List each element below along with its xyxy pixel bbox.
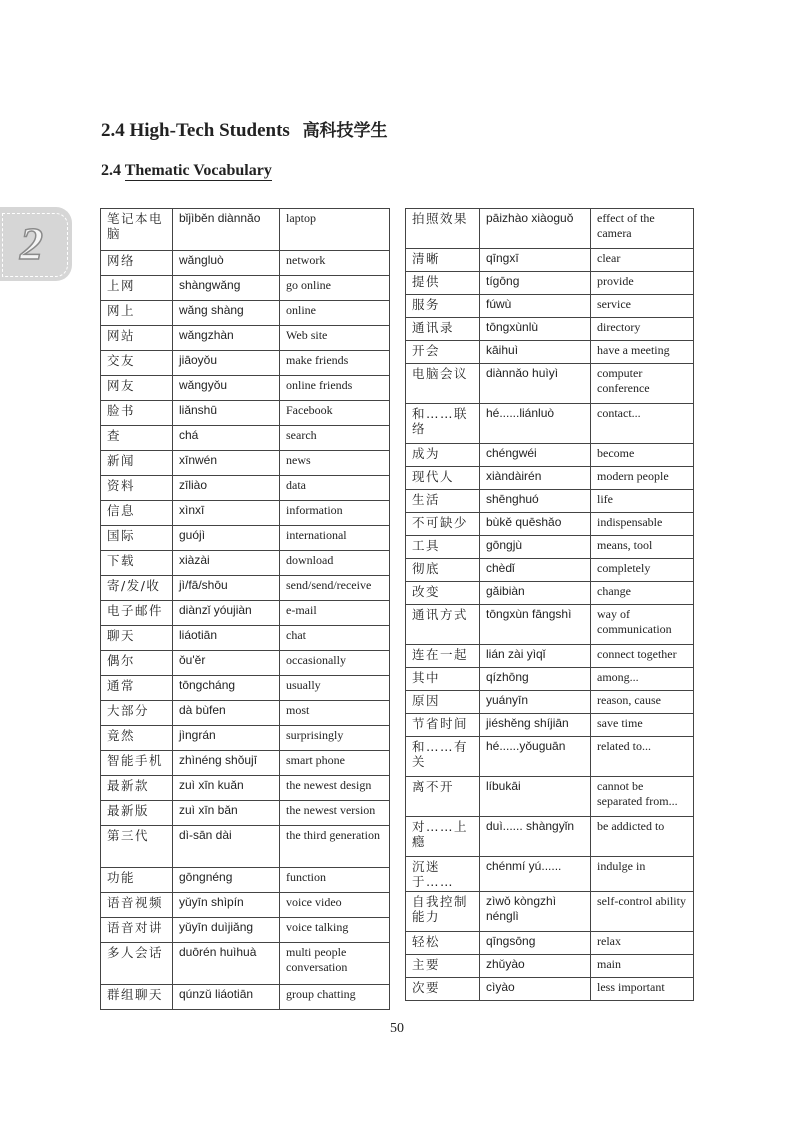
english-gloss: self-control ability — [591, 892, 694, 932]
vocab-row — [406, 444, 694, 467]
vocab-row — [406, 668, 694, 691]
pinyin: liáotiān — [173, 626, 280, 651]
pinyin: tōngxùn fāngshì — [480, 605, 591, 645]
english-gloss: e-mail — [280, 601, 390, 626]
english-gloss: search — [280, 426, 390, 451]
english-gloss: data — [280, 476, 390, 501]
chinese-term: 服务 — [406, 295, 480, 318]
english-gloss: go online — [280, 276, 390, 301]
vocab-row — [406, 467, 694, 490]
chinese-term: 电脑会议 — [406, 364, 480, 404]
chinese-term: 新闻 — [101, 451, 173, 476]
chinese-term: 和……有关 — [406, 737, 480, 777]
english-gloss: reason, cause — [591, 691, 694, 714]
pinyin: zuì xīn bǎn — [173, 801, 280, 826]
vocab-row — [101, 209, 390, 251]
chinese-term: 工具 — [406, 536, 480, 559]
vocab-row — [406, 817, 694, 857]
chinese-term: 现代人 — [406, 467, 480, 490]
english-gloss: smart phone — [280, 751, 390, 776]
pinyin: ǒu'ěr — [173, 651, 280, 676]
vocab-row — [101, 401, 390, 426]
chinese-term: 网站 — [101, 326, 173, 351]
chinese-term: 上网 — [101, 276, 173, 301]
vocab-row — [406, 892, 694, 932]
pinyin: bùkě quēshǎo — [480, 513, 591, 536]
pinyin: diànnǎo huìyì — [480, 364, 591, 404]
english-gloss: connect together — [591, 645, 694, 668]
vocab-row — [101, 501, 390, 526]
english-gloss: main — [591, 955, 694, 978]
english-gloss: indulge in — [591, 857, 694, 892]
vocabulary-table-right — [405, 208, 694, 1001]
vocab-row — [101, 801, 390, 826]
chinese-term: 群组聊天 — [101, 985, 173, 1010]
chinese-term: 信息 — [101, 501, 173, 526]
english-gloss: network — [280, 251, 390, 276]
pinyin: duōrén huìhuà — [173, 943, 280, 985]
pinyin: shēnghuó — [480, 490, 591, 513]
chinese-term: 彻底 — [406, 559, 480, 582]
vocab-row — [101, 451, 390, 476]
english-gloss: function — [280, 868, 390, 893]
chinese-term: 大部分 — [101, 701, 173, 726]
english-gloss: occasionally — [280, 651, 390, 676]
chapter-number: 2 — [20, 218, 43, 269]
vocab-row — [101, 826, 390, 868]
chinese-term: 通常 — [101, 676, 173, 701]
chinese-term: 次要 — [406, 978, 480, 1001]
vocab-row — [406, 777, 694, 817]
pinyin: kāihuì — [480, 341, 591, 364]
vocab-row — [101, 376, 390, 401]
pinyin: zìwǒ kòngzhì nénglì — [480, 892, 591, 932]
english-gloss: cannot be separated from... — [591, 777, 694, 817]
english-gloss: directory — [591, 318, 694, 341]
vocab-row — [406, 364, 694, 404]
pinyin: líbukāi — [480, 777, 591, 817]
chinese-term: 查 — [101, 426, 173, 451]
chinese-term: 改变 — [406, 582, 480, 605]
english-gloss: means, tool — [591, 536, 694, 559]
vocab-row — [406, 341, 694, 364]
pinyin: jìngrán — [173, 726, 280, 751]
vocab-row — [101, 918, 390, 943]
english-gloss: information — [280, 501, 390, 526]
english-gloss: computer conference — [591, 364, 694, 404]
chinese-term: 多人会话 — [101, 943, 173, 985]
pinyin: xīnwén — [173, 451, 280, 476]
english-gloss: way of communication — [591, 605, 694, 645]
vocab-row — [101, 726, 390, 751]
chinese-term: 功能 — [101, 868, 173, 893]
chinese-term: 清晰 — [406, 249, 480, 272]
vocabulary-table-left — [100, 208, 390, 1010]
english-gloss: group chatting — [280, 985, 390, 1010]
english-gloss: have a meeting — [591, 341, 694, 364]
english-gloss: chat — [280, 626, 390, 651]
chinese-term: 语音对讲 — [101, 918, 173, 943]
english-gloss: service — [591, 295, 694, 318]
chinese-term: 自我控制能力 — [406, 892, 480, 932]
english-gloss: most — [280, 701, 390, 726]
chinese-term: 不可缺少 — [406, 513, 480, 536]
pinyin: gǎibiàn — [480, 582, 591, 605]
vocab-row — [101, 351, 390, 376]
pinyin: qīngsōng — [480, 932, 591, 955]
pinyin: qúnzǔ liáotiān — [173, 985, 280, 1010]
chapter-tab — [0, 207, 72, 281]
vocab-row — [406, 249, 694, 272]
chinese-term: 偶尔 — [101, 651, 173, 676]
vocab-row — [101, 276, 390, 301]
vocab-row — [406, 605, 694, 645]
pinyin: wǎngluò — [173, 251, 280, 276]
vocab-row — [101, 893, 390, 918]
vocab-row — [406, 645, 694, 668]
english-gloss: the newest version — [280, 801, 390, 826]
english-gloss: laptop — [280, 209, 390, 251]
chinese-term: 离不开 — [406, 777, 480, 817]
vocab-row — [101, 426, 390, 451]
english-gloss: clear — [591, 249, 694, 272]
chinese-term: 网上 — [101, 301, 173, 326]
chinese-term: 最新版 — [101, 801, 173, 826]
english-gloss: save time — [591, 714, 694, 737]
pinyin: guójì — [173, 526, 280, 551]
pinyin: wǎng shàng — [173, 301, 280, 326]
english-gloss: multi people conversation — [280, 943, 390, 985]
chinese-term: 连在一起 — [406, 645, 480, 668]
pinyin: jiéshěng shíjiān — [480, 714, 591, 737]
chinese-term: 生活 — [406, 490, 480, 513]
vocab-row — [406, 559, 694, 582]
chinese-term: 竟然 — [101, 726, 173, 751]
chinese-term: 最新款 — [101, 776, 173, 801]
chinese-term: 第三代 — [101, 826, 173, 868]
english-gloss: be addicted to — [591, 817, 694, 857]
pinyin: xiàndàirén — [480, 467, 591, 490]
pinyin: zhǔyào — [480, 955, 591, 978]
chinese-term: 电子邮件 — [101, 601, 173, 626]
vocab-row — [101, 576, 390, 601]
vocab-row — [101, 251, 390, 276]
vocab-row — [406, 209, 694, 249]
chinese-term: 智能手机 — [101, 751, 173, 776]
pinyin: chèdǐ — [480, 559, 591, 582]
chinese-term: 国际 — [101, 526, 173, 551]
vocab-row — [101, 476, 390, 501]
vocab-row — [406, 737, 694, 777]
vocab-row — [406, 490, 694, 513]
pinyin: chénmí yú...... — [480, 857, 591, 892]
pinyin: cìyào — [480, 978, 591, 1001]
chinese-term: 沉迷于…… — [406, 857, 480, 892]
vocab-row — [101, 326, 390, 351]
english-gloss: send/send/receive — [280, 576, 390, 601]
pinyin: dì-sān dài — [173, 826, 280, 868]
chinese-term: 开会 — [406, 341, 480, 364]
english-gloss: Facebook — [280, 401, 390, 426]
english-gloss: usually — [280, 676, 390, 701]
vocab-row — [406, 582, 694, 605]
pinyin: shàngwǎng — [173, 276, 280, 301]
english-gloss: surprisingly — [280, 726, 390, 751]
vocab-row — [101, 701, 390, 726]
pinyin: yǔyīn shìpín — [173, 893, 280, 918]
vocab-row — [406, 857, 694, 892]
page-number: 50 — [390, 1021, 404, 1036]
pinyin: zuì xīn kuǎn — [173, 776, 280, 801]
english-gloss: effect of the camera — [591, 209, 694, 249]
chinese-term: 通讯录 — [406, 318, 480, 341]
english-gloss: online friends — [280, 376, 390, 401]
vocab-row — [101, 551, 390, 576]
pinyin: gōngnéng — [173, 868, 280, 893]
pinyin: dà bùfen — [173, 701, 280, 726]
english-gloss: among... — [591, 668, 694, 691]
vocab-row — [101, 651, 390, 676]
vocab-row — [406, 714, 694, 737]
chinese-term: 网络 — [101, 251, 173, 276]
pinyin: zīliào — [173, 476, 280, 501]
pinyin: tígōng — [480, 272, 591, 295]
pinyin: wǎngzhàn — [173, 326, 280, 351]
english-gloss: completely — [591, 559, 694, 582]
pinyin: zhìnéng shǒujī — [173, 751, 280, 776]
pinyin: xìnxī — [173, 501, 280, 526]
pinyin: lián zài yìqǐ — [480, 645, 591, 668]
english-gloss: online — [280, 301, 390, 326]
chinese-term: 笔记本电脑 — [101, 209, 173, 251]
pinyin: pāizhào xiàoguǒ — [480, 209, 591, 249]
chinese-term: 原因 — [406, 691, 480, 714]
subsection-title — [101, 162, 272, 180]
english-gloss: international — [280, 526, 390, 551]
vocab-row — [101, 751, 390, 776]
pinyin: yuányīn — [480, 691, 591, 714]
vocab-row — [406, 513, 694, 536]
chinese-term: 拍照效果 — [406, 209, 480, 249]
english-gloss: change — [591, 582, 694, 605]
chinese-term: 和……联络 — [406, 404, 480, 444]
pinyin: fúwù — [480, 295, 591, 318]
vocab-row — [406, 932, 694, 955]
english-gloss: make friends — [280, 351, 390, 376]
chinese-term: 轻松 — [406, 932, 480, 955]
vocab-row — [101, 601, 390, 626]
pinyin: tōngcháng — [173, 676, 280, 701]
section-title — [101, 116, 388, 142]
pinyin: qīngxī — [480, 249, 591, 272]
vocab-row — [406, 295, 694, 318]
pinyin: bǐjìběn diànnǎo — [173, 209, 280, 251]
vocab-row — [101, 526, 390, 551]
chinese-term: 语音视频 — [101, 893, 173, 918]
english-gloss: less important — [591, 978, 694, 1001]
pinyin: tōngxùnlù — [480, 318, 591, 341]
pinyin: hé......liánluò — [480, 404, 591, 444]
chinese-term: 提供 — [406, 272, 480, 295]
vocab-row — [101, 676, 390, 701]
chinese-term: 主要 — [406, 955, 480, 978]
english-gloss: become — [591, 444, 694, 467]
english-gloss: download — [280, 551, 390, 576]
pinyin: xiàzài — [173, 551, 280, 576]
vocab-row — [406, 536, 694, 559]
chinese-term: 脸书 — [101, 401, 173, 426]
chinese-term: 成为 — [406, 444, 480, 467]
chinese-term: 寄/发/收 — [101, 576, 173, 601]
pinyin: chá — [173, 426, 280, 451]
vocab-row — [406, 404, 694, 444]
chinese-term: 交友 — [101, 351, 173, 376]
english-gloss: voice video — [280, 893, 390, 918]
english-gloss: the third generation — [280, 826, 390, 868]
pinyin: jì/fā/shōu — [173, 576, 280, 601]
vocab-row — [406, 318, 694, 341]
english-gloss: life — [591, 490, 694, 513]
vocab-row — [101, 626, 390, 651]
vocab-row — [406, 272, 694, 295]
chinese-term: 网友 — [101, 376, 173, 401]
english-gloss: provide — [591, 272, 694, 295]
chinese-term: 下载 — [101, 551, 173, 576]
chinese-term: 资料 — [101, 476, 173, 501]
pinyin: diànzǐ yóujiàn — [173, 601, 280, 626]
pinyin: chéngwéi — [480, 444, 591, 467]
pinyin: wǎngyǒu — [173, 376, 280, 401]
english-gloss: relax — [591, 932, 694, 955]
pinyin: yǔyīn duìjiǎng — [173, 918, 280, 943]
section-title-en: 2.4 High-Tech Students — [101, 120, 290, 141]
vocab-row — [101, 943, 390, 985]
vocab-row — [406, 691, 694, 714]
english-gloss: the newest design — [280, 776, 390, 801]
vocab-row — [101, 985, 390, 1010]
vocab-row — [101, 776, 390, 801]
chinese-term: 聊天 — [101, 626, 173, 651]
english-gloss: related to... — [591, 737, 694, 777]
vocab-row — [101, 868, 390, 893]
english-gloss: modern people — [591, 467, 694, 490]
english-gloss: Web site — [280, 326, 390, 351]
chinese-term: 通讯方式 — [406, 605, 480, 645]
pinyin: liǎnshū — [173, 401, 280, 426]
chinese-term: 对……上瘾 — [406, 817, 480, 857]
pinyin: gōngjù — [480, 536, 591, 559]
pinyin: duì...... shàngyǐn — [480, 817, 591, 857]
vocab-row — [406, 978, 694, 1001]
english-gloss: voice talking — [280, 918, 390, 943]
section-title-cn: 高科技学生 — [302, 121, 388, 141]
subsection-text: Thematic Vocabulary — [124, 162, 272, 179]
chinese-term: 其中 — [406, 668, 480, 691]
english-gloss: contact... — [591, 404, 694, 444]
chinese-term: 节省时间 — [406, 714, 480, 737]
pinyin: qízhōng — [480, 668, 591, 691]
english-gloss: indispensable — [591, 513, 694, 536]
vocab-row — [406, 955, 694, 978]
pinyin: hé......yǒuguān — [480, 737, 591, 777]
english-gloss: news — [280, 451, 390, 476]
vocab-row — [101, 301, 390, 326]
subsection-number: 2.4 — [101, 162, 121, 179]
pinyin: jiāoyǒu — [173, 351, 280, 376]
